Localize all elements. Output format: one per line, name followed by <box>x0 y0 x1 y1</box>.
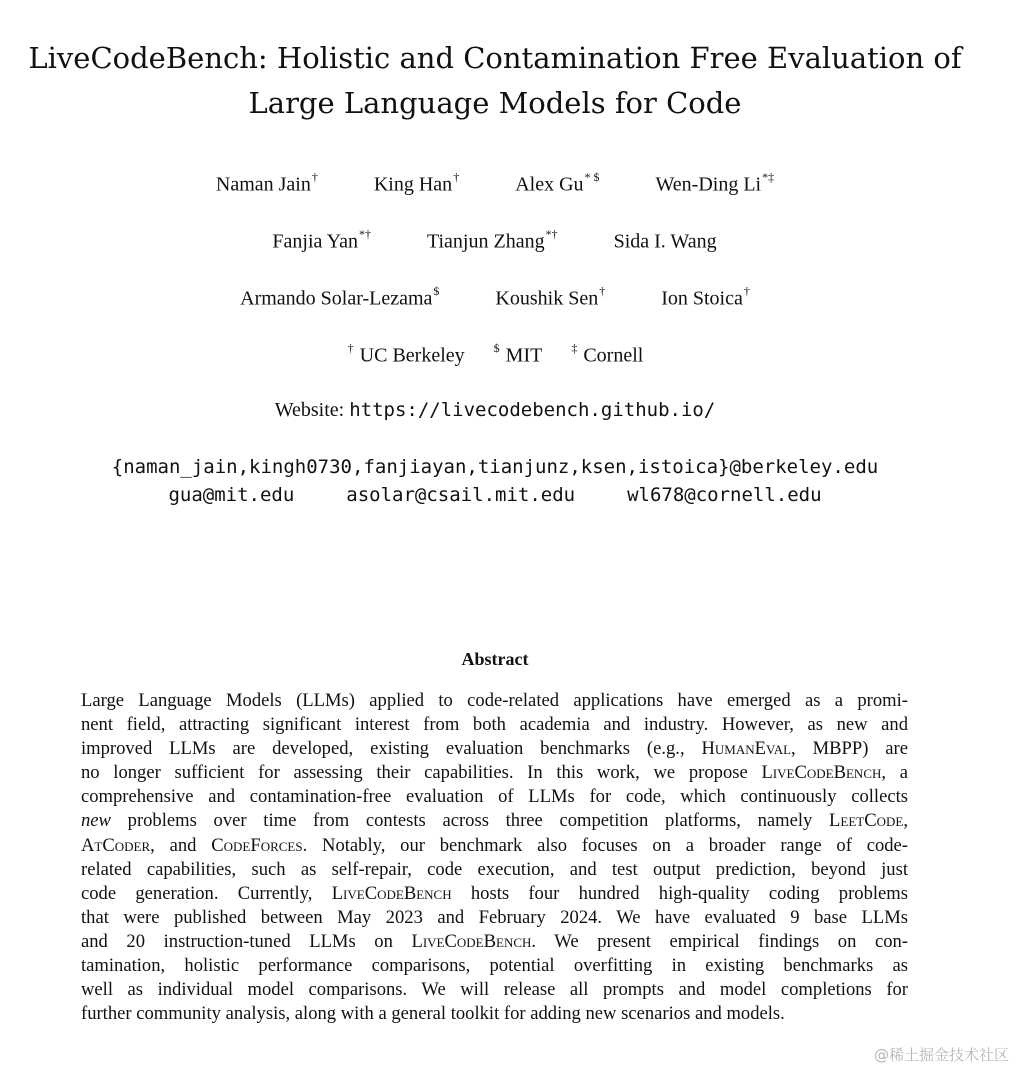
abstract-smallcaps-term: LiveCodeBench <box>761 762 882 784</box>
abstract-text: , and <box>150 834 212 856</box>
abstract-text: tamination, holistic performance comparisons, potential overfitting in existing benchmarks as <box>81 955 908 977</box>
author-row-2 <box>0 229 990 254</box>
abstract-text: code generation. Currently, <box>81 882 332 904</box>
affiliations <box>0 343 990 368</box>
affiliation <box>570 343 643 368</box>
author <box>427 229 558 254</box>
website-label: Website: <box>274 399 345 421</box>
website-link[interactable]: https://livecodebench.github.io/ <box>349 399 716 421</box>
author-mark: *† <box>545 227 558 241</box>
abstract-line <box>81 761 908 785</box>
author-mark: *‡ <box>762 170 775 184</box>
berkeley-emails: {naman_jain,kingh0730,fanjiayan,tianjunz,ksen,istoica}@berkeley.edu <box>111 456 879 478</box>
author-row-1 <box>0 172 990 197</box>
abstract-text: problems over time from contests across three competition platforms, namely <box>110 810 830 832</box>
abstract-text: improved LLMs are developed, existing evaluation benchmarks (e.g., <box>81 738 702 760</box>
author <box>240 286 439 311</box>
abstract-line <box>81 785 908 809</box>
abstract-line <box>81 906 908 930</box>
author-mark: † <box>743 284 750 298</box>
author <box>374 172 459 197</box>
abstract-text: . We present empirical findings on con- <box>531 930 909 952</box>
author-mark: † <box>453 170 460 184</box>
abstract-text: related capabilities, such as self-repair, code execution, and test output prediction, beyond just <box>81 858 908 880</box>
author-name: King Han <box>373 173 453 196</box>
abstract-line <box>81 1002 908 1026</box>
website-line <box>0 399 990 422</box>
abstract-line <box>81 713 908 737</box>
author-name: Naman Jain <box>215 173 311 196</box>
abstract-smallcaps-term: AtCoder <box>81 834 151 856</box>
affiliation-mark: $ <box>493 341 500 355</box>
abstract-text: . Notably, our benchmark also focuses on a broader range of code- <box>302 834 908 856</box>
author <box>661 286 750 311</box>
email-address: asolar@csail.mit.edu <box>346 484 576 506</box>
author <box>656 172 775 197</box>
abstract-text: , MBPP) are <box>791 738 908 760</box>
abstract-text: hosts four hundred high-quality coding problems <box>451 882 908 904</box>
abstract-heading: Abstract <box>461 649 529 669</box>
abstract-line <box>81 882 908 906</box>
abstract-smallcaps-term: LiveCodeBench <box>331 882 452 904</box>
author-name: Ion Stoica <box>661 287 743 310</box>
abstract-smallcaps-term: CodeForces <box>211 834 303 856</box>
email-address: wl678@cornell.edu <box>627 484 822 506</box>
abstract-text: that were published between May 2023 and February 2024. We have evaluated 9 base LLMs <box>81 906 908 928</box>
abstract-smallcaps-term: HumanEval <box>701 738 792 760</box>
abstract-line <box>81 737 908 761</box>
abstract-text: no longer sufficient for assessing their capabilities. In this work, we propose <box>81 762 762 784</box>
author-mark: † <box>311 170 318 184</box>
other-emails <box>0 484 990 506</box>
paper-title-line-2: Large Language Models for Code <box>248 86 742 120</box>
paper-title <box>0 36 990 126</box>
abstract-line <box>81 858 908 882</box>
affiliation-name: Cornell <box>583 344 644 367</box>
author <box>272 229 371 254</box>
affiliation-mark: † <box>347 341 354 355</box>
affiliation <box>493 343 543 368</box>
author-mark: * $ <box>584 170 600 184</box>
author <box>495 286 605 311</box>
abstract-line <box>81 809 908 833</box>
author <box>216 172 318 197</box>
watermark: @稀土掘金技术社区 <box>873 1046 1009 1064</box>
author-name: Tianjun Zhang <box>426 230 545 253</box>
author-name: Armando Solar-Lezama <box>240 287 433 310</box>
paper-title-line-1: LiveCodeBench: Holistic and Contamination Free Evaluation of <box>28 41 962 75</box>
author-mark: $ <box>433 284 440 298</box>
abstract-text: and 20 instruction-tuned LLMs on <box>81 930 412 952</box>
abstract-text: nent field, attracting significant interest from both academia and industry. However, as new and <box>81 714 908 736</box>
abstract-line <box>81 930 908 954</box>
abstract-line <box>81 834 908 858</box>
author-mark: *† <box>358 227 371 241</box>
abstract-emphasis: new <box>81 810 111 832</box>
author-row-3 <box>0 286 990 311</box>
abstract-line <box>81 978 908 1002</box>
email-address: gua@mit.edu <box>168 484 295 506</box>
abstract-line <box>81 954 908 978</box>
author-name: Koushik Sen <box>495 287 599 310</box>
affiliation <box>347 343 465 368</box>
affiliation-name: UC Berkeley <box>359 344 465 367</box>
affiliation-mark: ‡ <box>571 341 578 355</box>
author-mark: † <box>599 284 606 298</box>
abstract-text: comprehensive and contamination-free evaluation of LLMs for code, which continuously collects <box>81 786 908 808</box>
abstract-text: further community analysis, along with a general toolkit for adding new scenarios and models. <box>81 1003 785 1025</box>
abstract-smallcaps-term: LeetCode <box>829 810 904 832</box>
abstract-text: well as individual model comparisons. We will release all prompts and model completions for <box>81 979 908 1001</box>
abstract-body <box>81 689 908 1026</box>
abstract-line <box>81 689 908 713</box>
author <box>614 229 718 254</box>
affiliation-name: MIT <box>505 344 543 367</box>
author-name: Sida I. Wang <box>613 230 717 253</box>
author <box>515 172 599 197</box>
author-name: Fanjia Yan <box>272 230 358 253</box>
author-name: Wen-Ding Li <box>655 173 762 196</box>
author-name: Alex Gu <box>515 173 584 196</box>
abstract-text: , a <box>881 762 908 784</box>
abstract-smallcaps-term: LiveCodeBench <box>411 930 532 952</box>
abstract-text: Large Language Models (LLMs) applied to code-related applications have emerged as a promi- <box>81 690 908 711</box>
abstract-text: , <box>903 810 908 832</box>
